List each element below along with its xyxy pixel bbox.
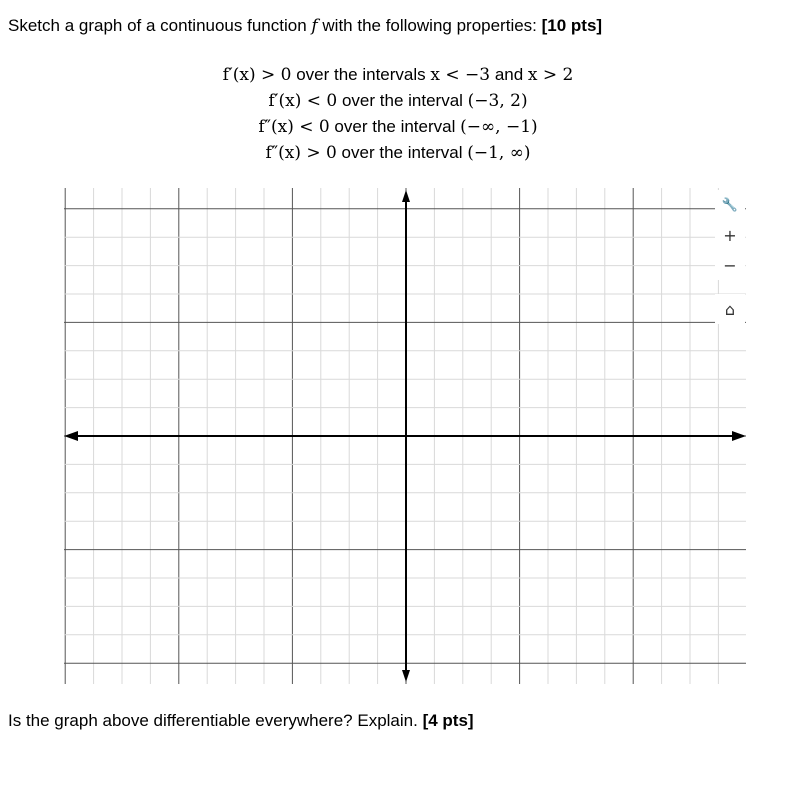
property-text: over the interval: [337, 91, 468, 110]
property-text: over the interval: [336, 143, 468, 162]
home-icon[interactable]: ⌂: [715, 294, 745, 324]
property-math-2: (−1, ∞): [467, 143, 531, 163]
y-axis-down-arrow: [402, 670, 410, 682]
y-axis-up-arrow: [402, 190, 410, 202]
prompt-points: [10 pts]: [541, 16, 603, 35]
property-line: [0, 114, 796, 140]
property-math-2: (−3, 2): [467, 91, 528, 111]
x-axis-left-arrow: [64, 431, 78, 441]
prompt-trail: with the following properties:: [317, 16, 542, 35]
property-math: f′(x) > 0: [222, 65, 292, 85]
property-math-2: (−∞, −1): [460, 117, 538, 137]
property-text: over the intervals: [291, 65, 431, 84]
zoom-in-icon[interactable]: +: [715, 220, 745, 250]
question-body: Is the graph above differentiable everywhere? Explain.: [8, 711, 423, 730]
property-math: f″(x) > 0: [265, 143, 337, 163]
property-math-3: x > 2: [527, 65, 574, 85]
function-name: f: [311, 16, 318, 36]
graph-canvas[interactable]: [64, 188, 746, 684]
property-text: over the interval: [329, 117, 461, 136]
prompt-text: [8, 16, 602, 36]
zoom-out-icon[interactable]: −: [715, 250, 745, 280]
property-math: f′(x) < 0: [268, 91, 338, 111]
property-line: [0, 62, 796, 88]
properties-list: [0, 62, 796, 166]
property-line: [0, 88, 796, 114]
question-points: [4 pts]: [422, 711, 474, 730]
prompt-lead: Sketch a graph of a continuous function: [8, 16, 312, 35]
property-math-2: x < −3: [430, 65, 491, 85]
graph-grid[interactable]: [64, 188, 746, 684]
property-text-2: and: [490, 65, 528, 84]
x-axis-right-arrow: [732, 431, 746, 441]
graph-toolbar: [715, 190, 745, 324]
wrench-icon[interactable]: 🔧: [715, 190, 745, 220]
property-math: f″(x) < 0: [258, 117, 330, 137]
question-text: [8, 711, 474, 731]
property-line: [0, 140, 796, 166]
